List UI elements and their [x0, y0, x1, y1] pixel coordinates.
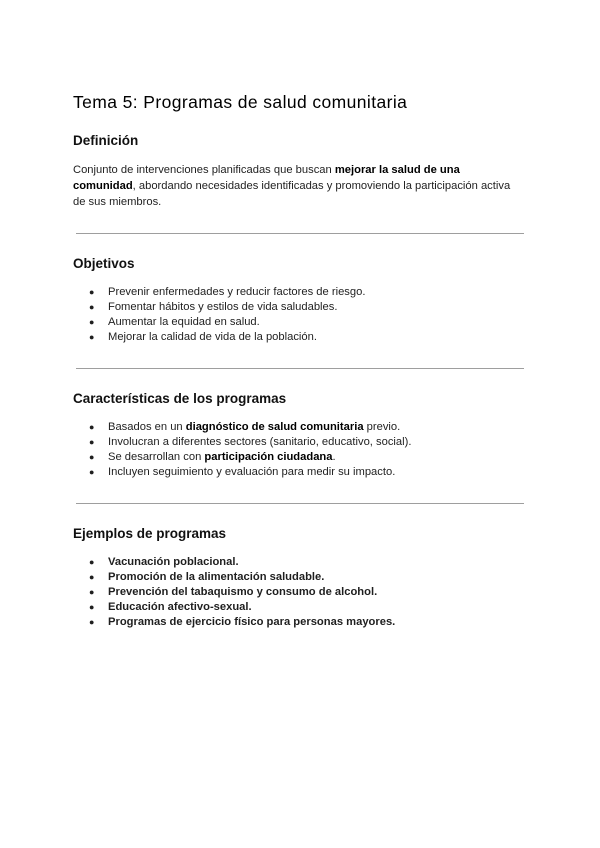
- page-title: Tema 5: Programas de salud comunitaria: [73, 92, 408, 112]
- section-ejemplos: [73, 526, 524, 630]
- bullet-icon: ●: [89, 587, 95, 597]
- definicion-text: [73, 162, 524, 210]
- bullet-icon: ●: [89, 572, 95, 582]
- bullet-icon: ●: [89, 332, 95, 342]
- bullet-icon: ●: [89, 422, 95, 432]
- caracteristicas-list: [73, 420, 524, 480]
- list-item: ● Aumentar la equidad en salud.: [89, 316, 260, 328]
- section-heading-ejemplos: Ejemplos de programas: [73, 526, 227, 541]
- definicion-text-start: Conjunto de intervenciones planificadas que buscan: [73, 164, 335, 176]
- list-item: ● Mejorar la calidad de vida de la población.: [89, 331, 317, 343]
- bullet-icon: ●: [89, 557, 95, 567]
- section-objetivos: [73, 256, 524, 345]
- divider: [76, 233, 524, 234]
- bullet-icon: ●: [89, 287, 95, 297]
- bullet-icon: ●: [89, 317, 95, 327]
- bullet-icon: ●: [89, 452, 95, 462]
- list-item: ● Educación afectivo-sexual.: [89, 601, 252, 613]
- list-item: ● Prevención del tabaquismo y consumo de alcohol.: [89, 586, 378, 598]
- definicion-text-end: , abordando necesidades identificadas y promoviendo la participación activa de sus miembros.: [73, 180, 511, 208]
- objetivos-list: [73, 285, 524, 345]
- bullet-icon: ●: [89, 437, 95, 447]
- section-heading-definicion: Definición: [73, 133, 139, 148]
- list-item: ● Incluyen seguimiento y evaluación para medir su impacto.: [89, 466, 396, 478]
- section-definicion: [73, 133, 524, 210]
- list-item: ● Involucran a diferentes sectores (sanitario, educativo, social).: [89, 436, 412, 448]
- bullet-icon: ●: [89, 467, 95, 477]
- bullet-icon: ●: [89, 302, 95, 312]
- bullet-icon: ●: [89, 617, 95, 627]
- list-item: ● Se desarrollan con participación ciudadana.: [89, 451, 336, 463]
- section-heading-objetivos: Objetivos: [73, 256, 135, 271]
- ejemplos-list: [73, 555, 524, 630]
- list-item: ● Vacunación poblacional.: [89, 556, 239, 568]
- definicion-text-bold: mejorar la salud de una comunidad: [73, 164, 460, 192]
- section-heading-caracteristicas: Características de los programas: [73, 391, 287, 406]
- bullet-icon: ●: [89, 602, 95, 612]
- divider: [76, 368, 524, 369]
- divider: [76, 503, 524, 504]
- list-item: ● Promoción de la alimentación saludable.: [89, 571, 325, 583]
- section-caracteristicas: [73, 391, 524, 480]
- list-item: ● Fomentar hábitos y estilos de vida saludables.: [89, 301, 338, 313]
- list-item: ● Basados en un diagnóstico de salud comunitaria previo.: [89, 421, 401, 433]
- list-item: ● Programas de ejercicio físico para personas mayores.: [89, 616, 396, 628]
- list-item: ● Prevenir enfermedades y reducir factores de riesgo.: [89, 286, 366, 298]
